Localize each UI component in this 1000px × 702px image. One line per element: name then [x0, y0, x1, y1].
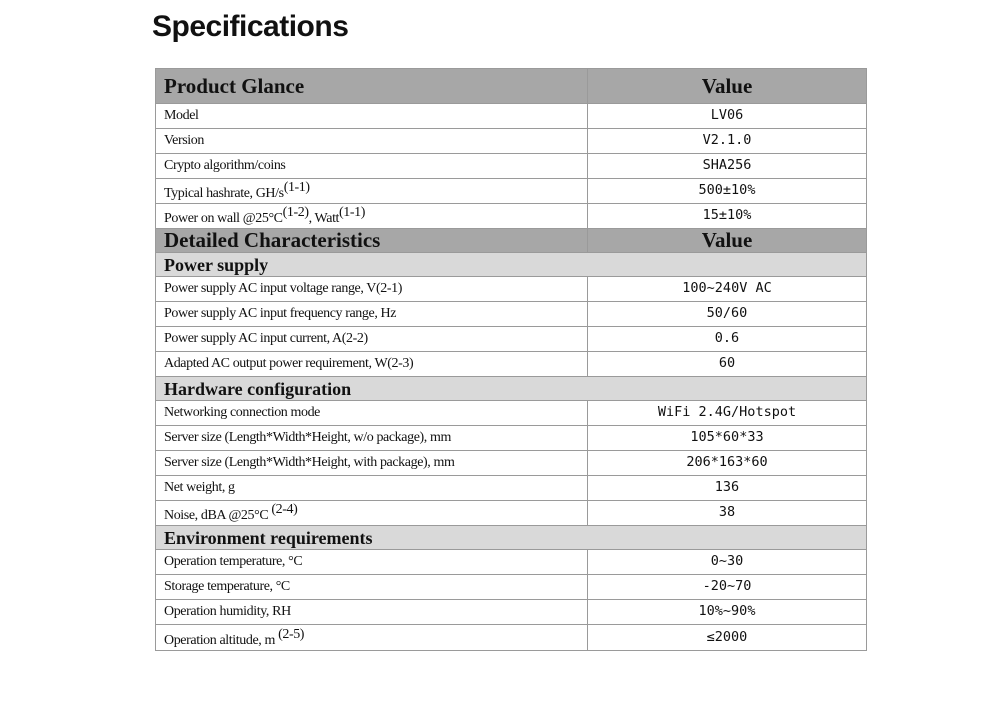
power-on-wall-label: Power on wall @25°C: [164, 211, 283, 226]
product-glance-header-row: [156, 69, 867, 104]
power-on-wall-label-cell: [156, 204, 588, 229]
hardware-section-row: [156, 377, 867, 401]
hardware-configuration-heading: Hardware configuration: [156, 377, 867, 401]
noise-label: Noise, dBA @25°C: [164, 508, 269, 523]
altitude-footnote-ref: (2-5): [278, 626, 305, 642]
table-row: [156, 104, 867, 129]
version-value: V2.1.0: [588, 129, 867, 154]
model-value: LV06: [588, 104, 867, 129]
power-watt-label: , Watt: [308, 211, 340, 226]
operation-temperature-value: 0~30: [588, 550, 867, 575]
ac-voltage-value: 100~240V AC: [588, 277, 867, 302]
table-row: [156, 154, 867, 179]
server-size-value: 105*60*33: [588, 426, 867, 451]
table-row: [156, 352, 867, 377]
hashrate-value: 500±10%: [588, 179, 867, 204]
power-watt-footnote-ref: (1-1): [339, 205, 366, 220]
ac-frequency-value: 50/60: [588, 302, 867, 327]
networking-label: Networking connection mode: [156, 401, 588, 426]
environment-section-row: [156, 526, 867, 550]
table-row: [156, 451, 867, 476]
networking-value: WiFi 2.4G/Hotspot: [588, 401, 867, 426]
table-row: [156, 401, 867, 426]
environment-requirements-heading: Environment requirements: [156, 526, 867, 550]
operation-altitude-label: Operation altitude, m: [164, 632, 275, 648]
model-label: Model: [156, 104, 588, 129]
value-heading: Value: [588, 69, 867, 104]
storage-temperature-label: Storage temperature, °C: [156, 575, 588, 600]
operation-altitude-label-cell: [156, 625, 588, 651]
power-supply-heading: Power supply: [156, 253, 867, 277]
operation-temperature-label: Operation temperature, °C: [156, 550, 588, 575]
operation-altitude-value: ≤2000: [588, 625, 867, 651]
noise-label-cell: [156, 501, 588, 526]
table-row: [156, 302, 867, 327]
product-glance-heading: Product Glance: [156, 69, 588, 104]
operation-humidity-label: Operation humidity, RH: [156, 600, 588, 625]
version-label: Version: [156, 129, 588, 154]
noise-footnote-ref: (2-4): [271, 502, 298, 517]
specifications-table: [155, 68, 867, 651]
power-supply-section-row: [156, 253, 867, 277]
ac-current-label: Power supply AC input current, A(2-2): [156, 327, 588, 352]
hashrate-footnote-ref: (1-1): [283, 180, 310, 195]
table-row: [156, 179, 867, 204]
noise-value: 38: [588, 501, 867, 526]
operation-humidity-value: 10%~90%: [588, 600, 867, 625]
table-row: [156, 625, 867, 651]
net-weight-label: Net weight, g: [156, 476, 588, 501]
table-row: [156, 426, 867, 451]
hashrate-label-cell: [156, 179, 588, 204]
detailed-characteristics-header-row: [156, 229, 867, 253]
page-title: Specifications: [152, 10, 349, 43]
power-on-wall-value: 15±10%: [588, 204, 867, 229]
ac-frequency-label: Power supply AC input frequency range, Hz: [156, 302, 588, 327]
storage-temperature-value: -20~70: [588, 575, 867, 600]
table-row: [156, 204, 867, 229]
power-on-wall-footnote-ref: (1-2): [282, 205, 309, 220]
crypto-algorithm-value: SHA256: [588, 154, 867, 179]
net-weight-value: 136: [588, 476, 867, 501]
output-power-value: 60: [588, 352, 867, 377]
table-row: [156, 575, 867, 600]
ac-voltage-label: Power supply AC input voltage range, V(2-1): [156, 277, 588, 302]
table-row: [156, 327, 867, 352]
table-row: [156, 476, 867, 501]
table-row: [156, 129, 867, 154]
table-row: [156, 501, 867, 526]
ac-current-value: 0.6: [588, 327, 867, 352]
table-row: [156, 550, 867, 575]
hashrate-label: Typical hashrate, GH/s: [164, 186, 284, 201]
package-size-value: 206*163*60: [588, 451, 867, 476]
crypto-algorithm-label: Crypto algorithm/coins: [156, 154, 588, 179]
table-row: [156, 277, 867, 302]
package-size-label: Server size (Length*Width*Height, with package), mm: [156, 451, 588, 476]
output-power-label: Adapted AC output power requirement, W(2-3): [156, 352, 588, 377]
server-size-label: Server size (Length*Width*Height, w/o package), mm: [156, 426, 588, 451]
value-heading: Value: [588, 229, 867, 253]
detailed-characteristics-heading: Detailed Characteristics: [156, 229, 588, 253]
table-row: [156, 600, 867, 625]
